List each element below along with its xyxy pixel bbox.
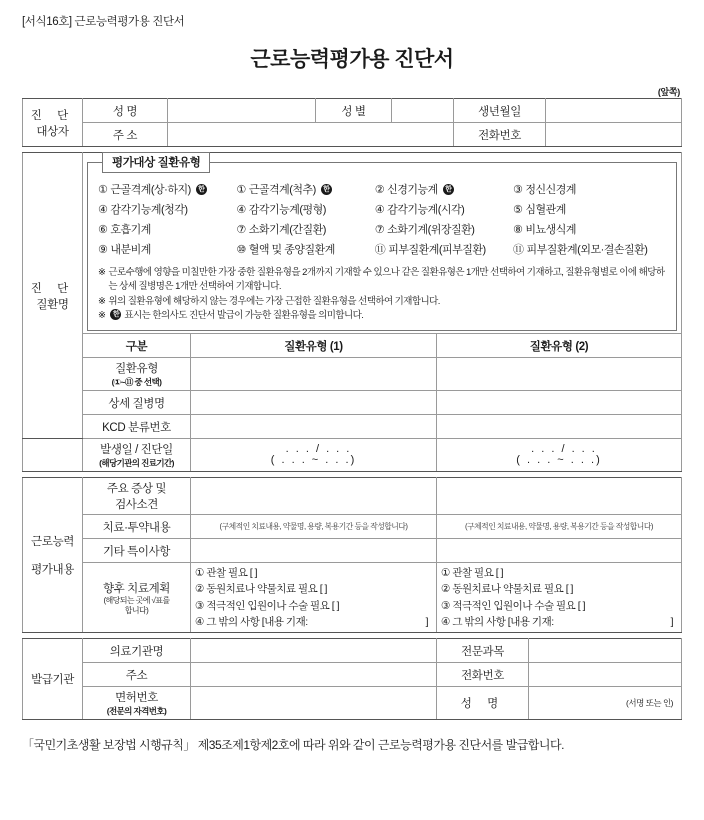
- row-label-other: 기타 특이사항: [83, 539, 191, 563]
- page-title: 근로능력평가용 진단서: [250, 48, 454, 71]
- circle-number-icon: ⑥: [98, 223, 108, 236]
- issuer-address-field[interactable]: [191, 663, 437, 687]
- table-row: [23, 663, 682, 687]
- disease-option-label: 근골격계(상·하지): [110, 184, 191, 196]
- phone-field[interactable]: [546, 123, 682, 147]
- diagnosis-label-line1: 진 단: [30, 282, 75, 295]
- disease-option-label: 심혈관계: [525, 204, 566, 216]
- row-label-kcd: KCD 분류번호: [83, 415, 191, 439]
- license-field[interactable]: [191, 687, 437, 720]
- plan-option-label: 관찰 필요: [206, 567, 248, 580]
- disease-option-15[interactable]: [375, 241, 513, 257]
- row-label-sub1: (해당되는 곳에 √표를: [103, 595, 170, 605]
- circle-number-icon: ①: [195, 567, 204, 580]
- disease-option-label: 호흡기계: [110, 224, 151, 236]
- hanbang-badge-icon: 한: [110, 309, 121, 320]
- subject-label-line1: 진 단: [30, 109, 75, 122]
- address-label: 주 소: [83, 123, 168, 147]
- note-text: 근로수행에 영향을 미칠만한 가장 중한 질환유형을 2개까지 기재할 수 있으나 같은 질환유형은 1개만 선택하여 기재하고, 질환유형별로 이에 해당하는 상세 질병명은 1개만 선택하여 기재합니다.: [108, 267, 665, 292]
- hanbang-badge-icon: 한: [443, 184, 454, 195]
- table-row: [23, 358, 682, 391]
- date-pattern-bottom: ( . . . ~ . . .): [516, 454, 602, 467]
- diagnosis-table: [22, 152, 682, 472]
- circle-number-icon: ⑦: [236, 223, 246, 236]
- plan-checkbox[interactable]: [ ]: [249, 567, 258, 580]
- dept-field[interactable]: [529, 639, 682, 663]
- circle-number-icon: ②: [374, 183, 385, 196]
- circle-number-icon: ⑦: [374, 223, 385, 236]
- disease-option-7[interactable]: [375, 201, 513, 217]
- form-code: [서식16호] 근로능력평가용 진단서: [22, 16, 185, 28]
- disease-option-16[interactable]: [513, 241, 668, 257]
- disease-option-label: 소화기계(위장질환): [387, 224, 475, 236]
- hanbang-badge-icon: 한: [196, 184, 207, 195]
- onset-date-2-field[interactable]: [437, 439, 682, 472]
- note-marker-icon: ※: [98, 310, 106, 322]
- evaluation-table: [22, 477, 682, 633]
- circle-number-icon: ①: [98, 183, 108, 196]
- circle-number-icon: ④: [441, 615, 450, 628]
- row-label-onset-date: [83, 439, 191, 472]
- name-field[interactable]: [168, 99, 316, 123]
- plan-checkbox[interactable]: [ ]: [319, 583, 327, 596]
- plan-1-field[interactable]: [191, 563, 437, 633]
- row-label-detail-name: 상세 질병명: [83, 391, 191, 415]
- circle-number-icon: ⑪: [374, 244, 386, 256]
- date-pattern-bottom: ( . . . ~ . . .): [270, 454, 357, 467]
- org-name-field[interactable]: [191, 639, 437, 663]
- circle-number-icon: ④: [98, 203, 108, 216]
- plan-checkbox[interactable]: [ ]: [577, 599, 585, 612]
- circle-number-icon: ②: [195, 583, 204, 596]
- plan-option-label: 그 밖의 사항 [내용 기재:: [206, 615, 308, 628]
- name-label: 성 명: [83, 99, 168, 123]
- kcd-1-field[interactable]: [191, 415, 437, 439]
- disease-option-label: 피부질환계(피부질환): [388, 244, 486, 256]
- disease-option-label: 소화기계(간질환): [248, 224, 326, 236]
- disease-option-label: 근골격계(척추): [248, 184, 316, 196]
- disease-type-panel: [83, 153, 682, 334]
- row-label-symptom: [83, 478, 191, 515]
- detail-name-2-field[interactable]: [437, 391, 682, 415]
- treatment-placeholder: (구체적인 치료내용, 약물명, 용량, 복용기간 등을 작성합니다): [465, 522, 653, 532]
- row-label-text: 성 명: [460, 698, 505, 711]
- disease-option-label: 내분비계: [110, 244, 151, 256]
- disease-note-3: [98, 309, 668, 323]
- plan-bracket-close: ]: [670, 615, 673, 628]
- row-label-sub: (해당기관의 진료기간): [99, 458, 174, 469]
- circle-number-icon: ⑨: [98, 243, 108, 256]
- org-name-label: 의료기관명: [83, 639, 191, 663]
- hanbang-badge-icon: 한: [321, 184, 332, 195]
- plan-bracket-close: ]: [425, 615, 428, 628]
- legal-statement: 「국민기초생활 보장법 시행규칙」 제35조제1항제2호에 따라 위와 같이 근로능력평가용 진단서를 발급합니다.: [22, 738, 564, 753]
- disease-type-legend: 평가대상 질환유형: [102, 152, 210, 173]
- circle-number-icon: ①: [441, 567, 450, 580]
- column-header-division: 구분: [83, 334, 191, 358]
- table-row: [23, 478, 682, 515]
- disease-option-9[interactable]: [98, 221, 236, 237]
- subject-label-line2: 대상자: [36, 125, 69, 138]
- circle-number-icon: ⑪: [513, 244, 524, 256]
- kcd-2-field[interactable]: [437, 415, 682, 439]
- table-row: [23, 415, 682, 439]
- table-row: [23, 515, 682, 539]
- table-row: [23, 539, 682, 563]
- plan-option-4[interactable]: [441, 614, 677, 630]
- disease-option-label: 신경기능계: [387, 184, 438, 196]
- plan-option-label: 동원치료나 약물치료 필요: [206, 583, 318, 596]
- symptom-2-field[interactable]: [437, 478, 682, 515]
- disease-option-13[interactable]: [98, 241, 236, 257]
- evaluation-label-line1: 근로능력: [31, 536, 74, 549]
- disease-option-12[interactable]: [513, 221, 668, 237]
- disease-option-4[interactable]: [513, 181, 668, 197]
- treatment-2-field[interactable]: [437, 515, 682, 539]
- row-label-text: 발생일 / 진단일: [100, 444, 173, 457]
- row-label-treatment: 치료·투약내용: [83, 515, 191, 539]
- plan-option-label: 그 밖의 사항 [내용 기재:: [452, 615, 554, 628]
- disease-option-label: 감각기능계(청각): [110, 204, 188, 216]
- subject-section-label: [23, 99, 83, 147]
- circle-number-icon: ⑧: [513, 223, 523, 236]
- plan-option-label: 적극적인 입원이나 수술 필요: [452, 599, 576, 612]
- plan-checkbox[interactable]: [ ]: [495, 567, 504, 580]
- subject-table: [22, 98, 682, 147]
- row-label-sub2: 합니다): [124, 605, 149, 615]
- disease-option-14[interactable]: [236, 241, 374, 257]
- phone-label: 전화번호: [454, 123, 546, 147]
- doctor-name-label: [437, 687, 529, 720]
- issuer-section-label: 발급기관: [23, 639, 83, 720]
- disease-option-label: 비뇨생식계: [525, 224, 577, 236]
- circle-number-icon: ④: [374, 203, 385, 216]
- date-pattern-top: . . . / . . .: [285, 442, 352, 455]
- column-header-type1: 질환유형 (1): [191, 334, 437, 358]
- detail-name-1-field[interactable]: [191, 391, 437, 415]
- page-side-note: (앞쪽): [657, 87, 680, 97]
- dept-label: 전문과목: [437, 639, 529, 663]
- note-text: 위의 질환유형에 해당하지 않는 경우에는 가장 근접한 질환유형을 선택하여 기재합니다.: [108, 295, 440, 307]
- plan-option-3[interactable]: [441, 598, 677, 614]
- circle-number-icon: ③: [195, 599, 204, 612]
- disease-type-2-field[interactable]: [437, 358, 682, 391]
- diagnosis-label-line2: 질환명: [36, 298, 69, 311]
- disease-type-grid: [98, 181, 668, 257]
- table-row: [23, 439, 682, 472]
- gender-field[interactable]: [392, 99, 454, 123]
- plan-option-2[interactable]: [441, 581, 677, 597]
- row-label-plan: [83, 563, 191, 633]
- disease-option-label: 감각기능계(평형): [248, 204, 326, 216]
- circle-number-icon: ⑤: [513, 203, 523, 216]
- plan-option-3[interactable]: [195, 598, 432, 614]
- row-label-sub: (전문의 자격번호): [106, 706, 167, 717]
- table-row: [23, 391, 682, 415]
- column-header-type2: 질환유형 (2): [437, 334, 682, 358]
- disease-option-10[interactable]: [236, 221, 374, 237]
- issuer-address-label: 주소: [83, 663, 191, 687]
- disease-type-1-field[interactable]: [191, 358, 437, 391]
- evaluation-label-line2: 평가내용: [31, 564, 74, 577]
- row-label-text: 향후 치료계획: [102, 582, 171, 595]
- plan-option-2[interactable]: [195, 581, 432, 597]
- table-row: [23, 639, 682, 663]
- row-label-text: 면허번호: [115, 692, 158, 705]
- circle-number-icon: ③: [513, 183, 523, 196]
- plan-option-label: 동원치료나 약물치료 필요: [452, 583, 564, 596]
- evaluation-section-label: [23, 478, 83, 633]
- disease-option-label: 혈액 및 종양질환계: [248, 244, 335, 256]
- disease-option-2[interactable]: [236, 181, 374, 197]
- issuer-phone-field[interactable]: [529, 663, 682, 687]
- plan-option-label: 적극적인 입원이나 수술 필요: [206, 599, 330, 612]
- row-label-sub: (①~⑪ 중 선택): [111, 377, 162, 388]
- disease-note-1: [98, 266, 668, 294]
- row-label-line2: 검사소견: [115, 499, 158, 512]
- circle-number-icon: ①: [236, 183, 246, 196]
- other-1-field[interactable]: [191, 539, 437, 563]
- treatment-1-field[interactable]: [191, 515, 437, 539]
- disease-option-label: 정신신경계: [525, 184, 577, 196]
- disease-option-3[interactable]: [375, 181, 513, 197]
- signature-note: (서명 또는 인): [626, 698, 673, 709]
- disease-type-notes: [98, 266, 668, 323]
- disease-option-label: 감각기능계(시각): [387, 204, 465, 216]
- table-row: [23, 123, 682, 147]
- disease-option-8[interactable]: [513, 201, 668, 217]
- circle-number-icon: ④: [195, 615, 204, 628]
- license-label: [83, 687, 191, 720]
- plan-option-4[interactable]: [195, 614, 432, 630]
- circle-number-icon: ②: [441, 583, 450, 596]
- birth-label: 생년월일: [454, 99, 546, 123]
- birth-field[interactable]: [546, 99, 682, 123]
- plan-option-label: 관찰 필요: [452, 567, 494, 580]
- other-2-field[interactable]: [437, 539, 682, 563]
- row-label-text: 질환유형: [115, 363, 158, 376]
- plan-option-1[interactable]: [195, 565, 432, 581]
- disease-option-5[interactable]: [98, 201, 236, 217]
- plan-2-field[interactable]: [437, 563, 682, 633]
- disease-option-1[interactable]: [98, 181, 236, 197]
- symptom-1-field[interactable]: [191, 478, 437, 515]
- row-label-line1: 주요 증상 및: [106, 483, 167, 496]
- diagnosis-section-label: [23, 153, 83, 439]
- disease-option-11[interactable]: [375, 221, 513, 237]
- circle-number-icon: ③: [441, 599, 450, 612]
- issuer-phone-label: 전화번호: [437, 663, 529, 687]
- row-label-disease-type: [83, 358, 191, 391]
- disease-note-2: [98, 295, 668, 309]
- treatment-placeholder: (구체적인 치료내용, 약물명, 용량, 복용기간 등을 작성합니다): [219, 522, 408, 532]
- onset-date-1-field[interactable]: [191, 439, 437, 472]
- disease-option-label: 피부질환계(외모·결손질환): [526, 244, 648, 256]
- circle-number-icon: ④: [236, 203, 246, 216]
- disease-type-box: [87, 157, 677, 331]
- plan-option-1[interactable]: [441, 565, 677, 581]
- date-pattern-top: . . . / . . .: [531, 442, 597, 455]
- doctor-name-field[interactable]: [529, 687, 682, 720]
- address-field[interactable]: [168, 123, 454, 147]
- circle-number-icon: ⑩: [236, 243, 246, 256]
- note-marker-icon: ※: [98, 267, 106, 278]
- issuer-table: [22, 638, 682, 720]
- gender-label: 성 별: [316, 99, 392, 123]
- plan-checkbox[interactable]: [ ]: [331, 599, 339, 612]
- table-row: [23, 99, 682, 123]
- note-marker-icon: ※: [98, 295, 106, 307]
- table-row: [23, 563, 682, 633]
- table-row: [23, 153, 682, 334]
- disease-option-6[interactable]: [236, 201, 374, 217]
- table-row: [23, 687, 682, 720]
- table-row: [23, 334, 682, 358]
- plan-checkbox[interactable]: [ ]: [565, 583, 573, 596]
- note-text: 표시는 한의사도 진단서 발급이 가능한 질환유형을 의미합니다.: [124, 310, 364, 322]
